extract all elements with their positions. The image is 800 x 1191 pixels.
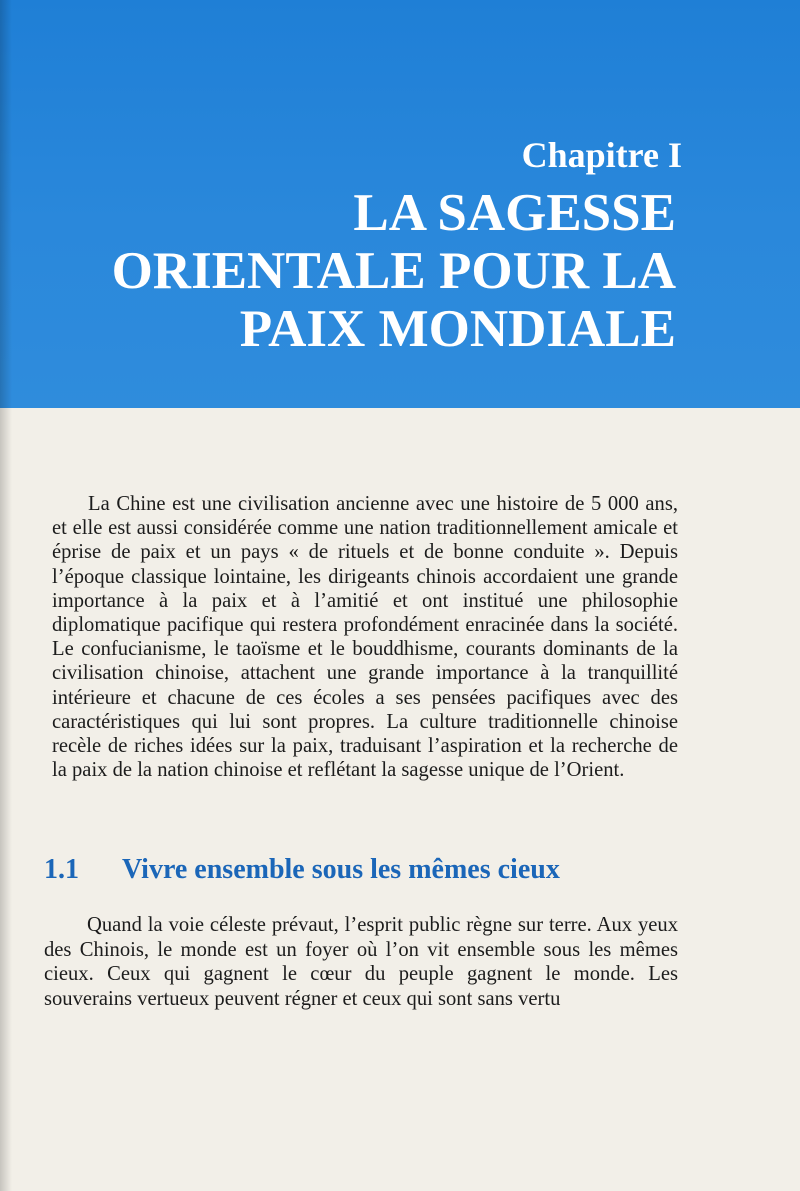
chapter-title-line-2: ORIENTALE POUR LA: [111, 242, 676, 300]
section-heading: [44, 852, 560, 888]
chapter-title: [36, 184, 676, 358]
chapter-title-line-1: LA SAGESSE: [353, 184, 676, 242]
page-gutter-shadow: [0, 0, 12, 1191]
section-body-paragraph: Quand la voie céleste prévaut, l’esprit public règne sur terre. Aux yeux des Chinois, le monde est un foyer où l’on vit ensemble sous les mêmes cieux. Ceux qui gagnent le cœur du peuple gagnent le monde. Les souverains vertueux peuvent régner et ceux qui sont sans vertu: [44, 914, 678, 1010]
chapter-title-line-3: PAIX MONDIALE: [239, 300, 676, 358]
chapter-label: Chapitre I: [521, 135, 682, 175]
section-number: 1.1: [44, 854, 79, 885]
intro-paragraph: La Chine est une civilisation ancienne avec une histoire de 5 000 ans, et elle est aussi considérée comme une nation traditionnellement amicale et éprise de paix et un pays « de rituels et de bonne conduite ». Depuis l’époque classique lointaine, les dirigeants chinois accordaient une grande importance à la paix et à l’amitié et ont institué une philosophie diplomatique pacifique qui restera profondément enracinée dans la société. Le confucianisme, le taoïsme et le bouddhisme, courants dominants de la civilisation chinoise, attachent une grande importance à la tranquillité intérieure et chacune de ces écoles a ses pensées pacifiques avec des caractéristiques qui lui sont propres. La culture traditionnelle chinoise recèle de riches idées sur la paix, traduisant l’aspiration et la recherche de la paix de la nation chinoise et reflétant la sagesse unique de l’Orient.: [52, 493, 678, 782]
section-title: Vivre ensemble sous les mêmes cieux: [122, 854, 560, 885]
